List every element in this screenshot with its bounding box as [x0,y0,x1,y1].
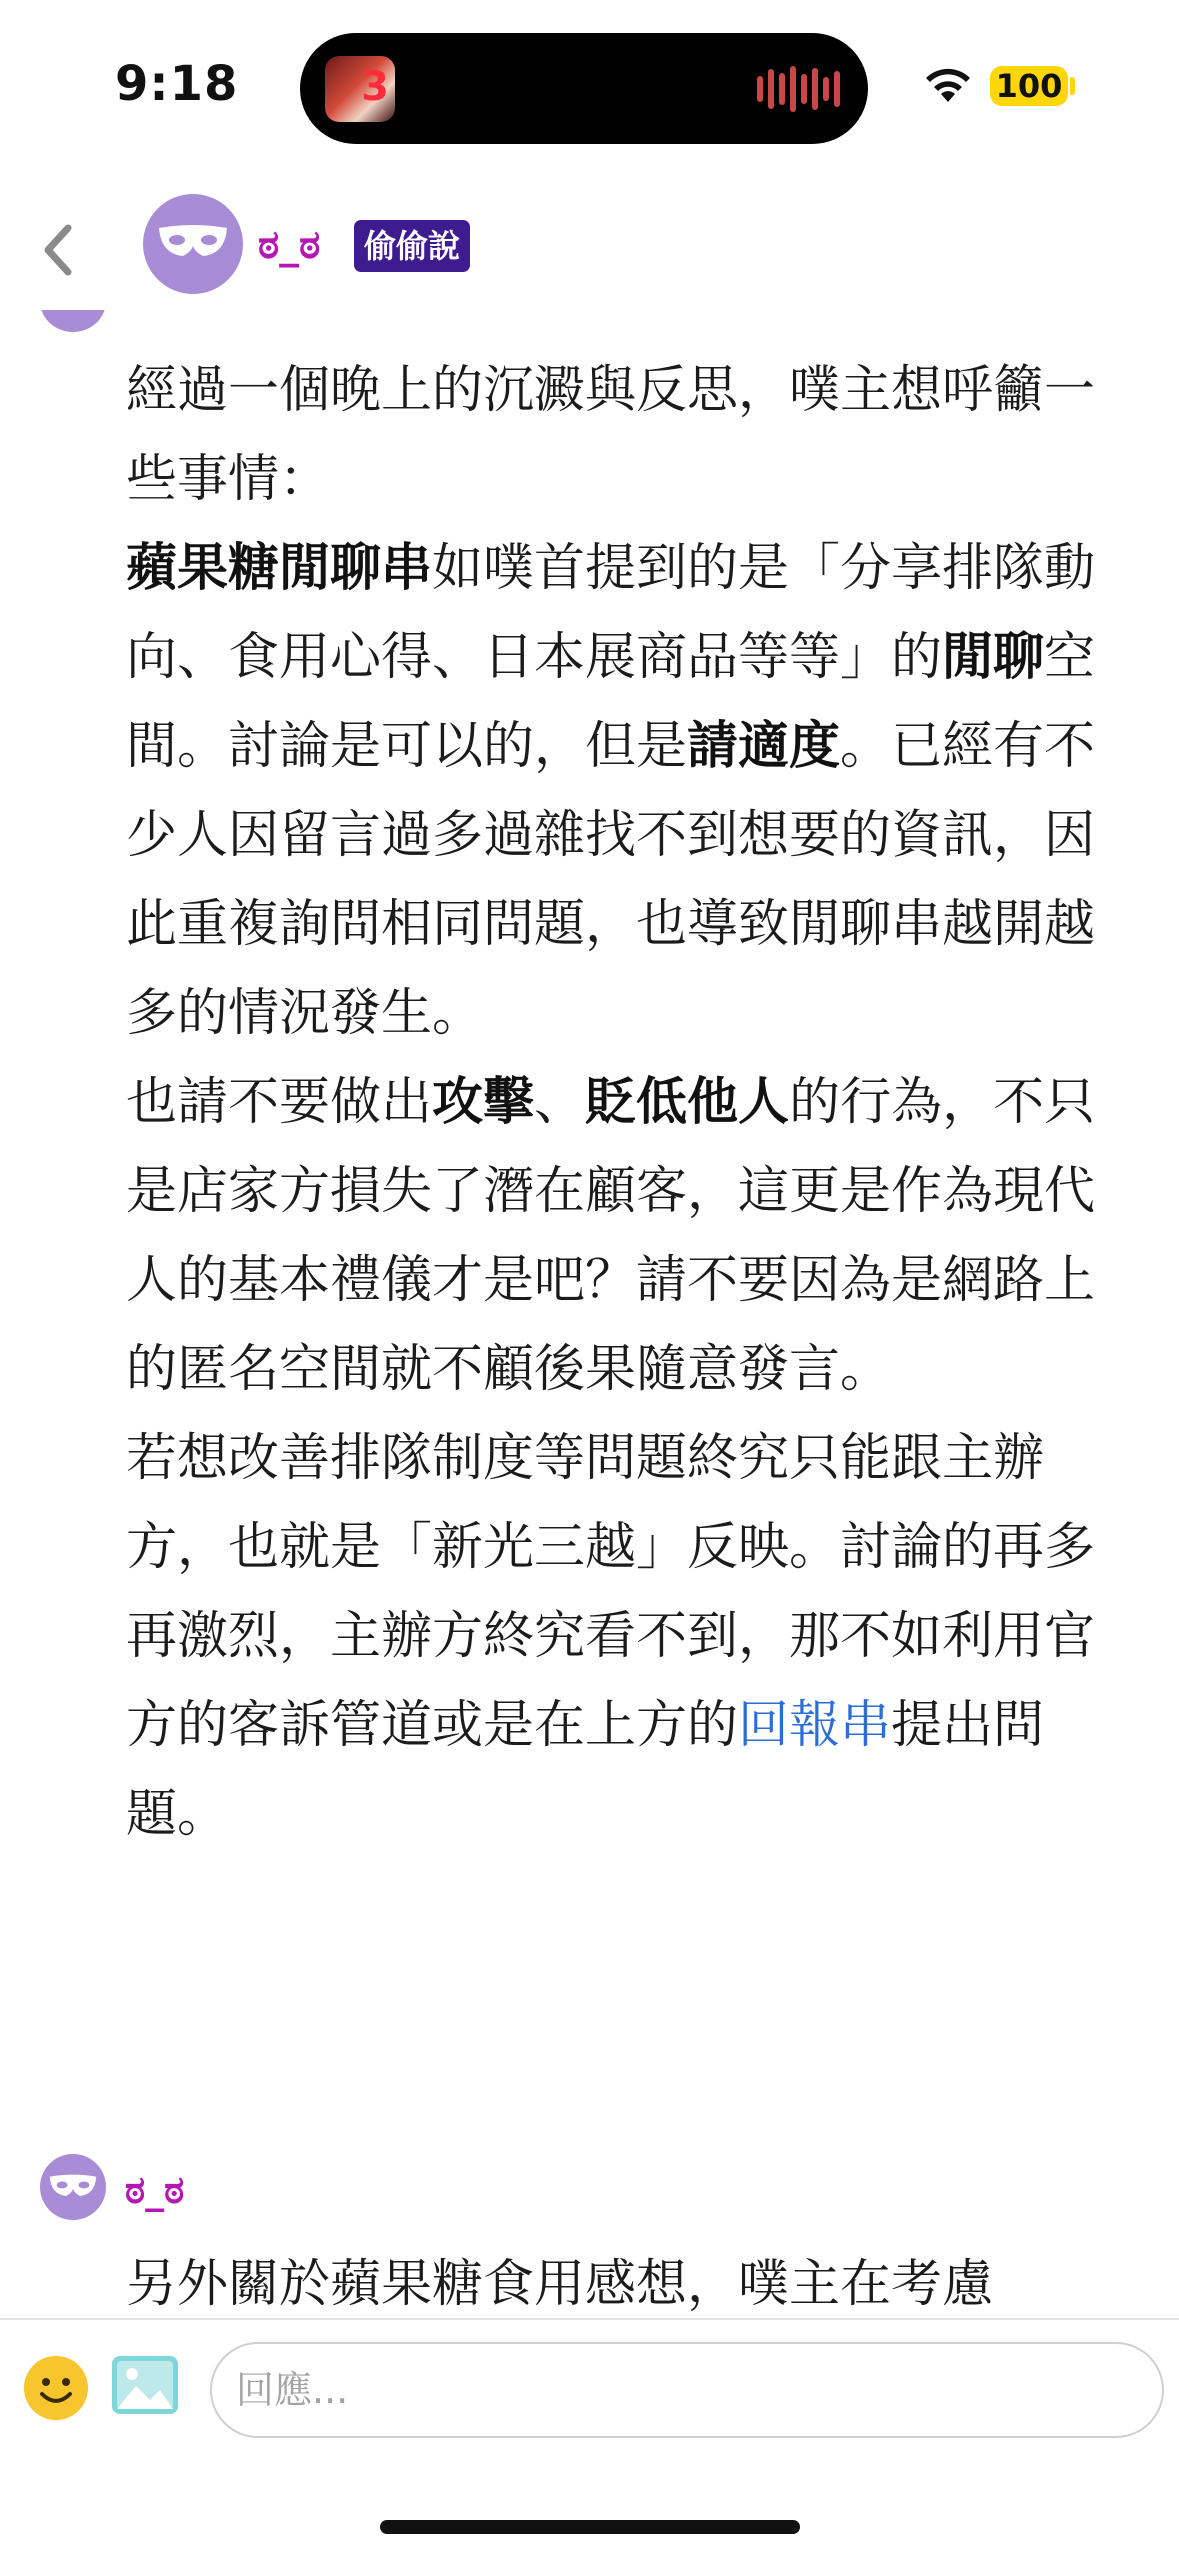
post-paragraph: 經過一個晚上的沉澱與反思，噗主想呼籲一些事情： [126,361,1096,509]
post-paragraph: 蘋果糖閒聊串如噗首提到的是「分享排隊動向、食用心得、日本展商品等等」的閒聊空間。討論是可以的，但是請適度。已經有不少人因留言過多過雜找不到想要的資訊，因此重複詢問相同問題，也導致閒聊串越開越多的情況發生。 [126,539,1096,1043]
reply-username[interactable]: ಠ_ಠ [125,2168,185,2212]
back-icon[interactable] [38,220,78,280]
reply-input[interactable] [210,2342,1164,2438]
status-time: 9:18 [115,56,239,112]
emoji-icon[interactable] [24,2356,88,2420]
reply-composer [0,2318,1179,2558]
battery-level: 100 [990,66,1068,106]
battery-tip [1070,77,1075,95]
reply-avatar[interactable] [40,2154,106,2220]
wifi-icon [922,62,974,106]
report-thread-link[interactable]: 回報串 [738,1696,892,1755]
home-indicator[interactable] [380,2520,800,2534]
now-playing-artwork: 3 [325,56,395,122]
avatar[interactable] [143,194,243,294]
anonymous-mask-icon [157,224,229,262]
reply-text: 另外關於蘋果糖食用感想，噗主在考慮 [126,2255,994,2314]
anonymous-badge: 偷偷說 [354,220,470,272]
post-content [126,346,1136,1859]
status-bar [0,0,1179,175]
header-username[interactable]: ಠ_ಠ [258,222,321,268]
thread-header [0,180,1179,310]
audio-waveform-icon [757,65,840,113]
post-paragraph: 若想改善排隊制度等問題終究只能跟主辦方，也就是「新光三越」反映。討論的再多再激烈，主辦方終究看不到，那不如利用官方的客訴管道或是在上方的回報串提出問題。 [126,1429,1096,1844]
dynamic-island[interactable] [300,33,868,144]
anonymous-mask-icon [48,2174,98,2200]
post-paragraph: 也請不要做出攻擊、貶低他人的行為，不只是店家方損失了潛在顧客，這更是作為現代人的基本禮儀才是吧？請不要因為是網路上的匿名空間就不顧後果隨意發言。 [126,1073,1096,1399]
image-icon[interactable] [112,2356,178,2414]
